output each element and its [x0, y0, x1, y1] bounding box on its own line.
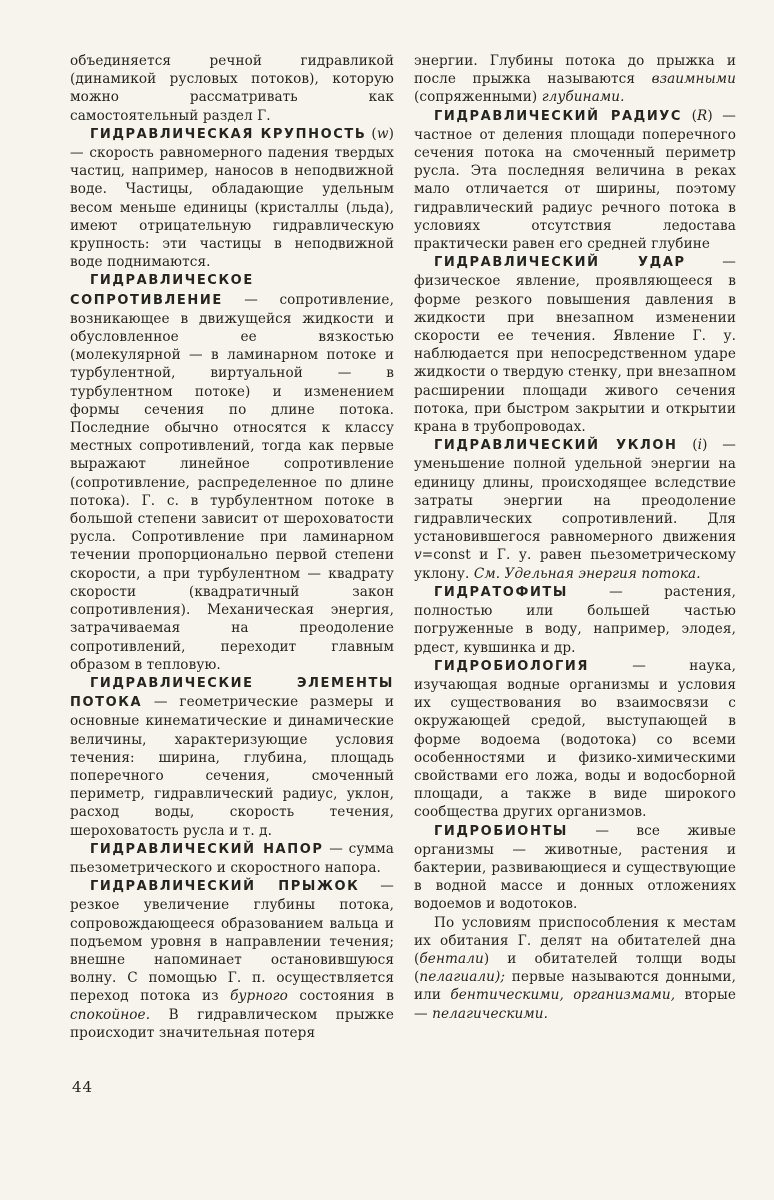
entry-hydraulic-elements: ГИДРАВЛИЧЕСКИЕ ЭЛЕМЕНТЫ ПОТОКА — геометрические размеры и основные кинематические и динамические величины, характеризующие условия течения: ширина, глубина, площадь поперечного сечения, смоченный периметр, гидравлический радиус, уклон, расход воды, скорость течения, шероховатость русла и т. д.	[70, 675, 394, 839]
entry-term: ГИДРАВЛИЧЕСКИЕ ЭЛЕМЕНТЫ ПОТОКА	[70, 675, 394, 711]
left-column	[70, 52, 394, 1042]
entry-term: ГИДРАТОФИТЫ	[434, 584, 568, 600]
entry-hydrobionts: ГИДРОБИОНТЫ — все живые организмы — животные, растения и бактерии, развивающиеся и существующие в водной массе и донных отложениях водоемов и водотоков.	[414, 822, 736, 913]
entry-hydraulic-head: ГИДРАВЛИЧЕСКИЙ НАПОР — сумма пьезометрического и скоростного напора.	[70, 840, 394, 876]
entry-term: ГИДРОБИОНТЫ	[434, 823, 568, 839]
entry-hydraulic-jump: ГИДРАВЛИЧЕСКИЙ ПРЫЖОК — резкое увеличение глубины потока, сопровождающееся образованием вальца и подъемом уровня в направлении течения; внешне напоминает остановившуюся волну. С помощью Г. п. осуществляется переход потока из бурного состояния в спокойное. В гидравлическом прыжке происходит значительная потеря	[70, 878, 394, 1041]
entry-hydrobiology: ГИДРОБИОЛОГИЯ — наука, изучающая водные организмы и условия их существования во взаимосвязи с окружающей средой, выступающей в форме водоема (водотока) со всеми особенностями и физико-химическими свойствами его ложа, воды и водосборной площади, а также в виде широкого сообщества других организмов.	[414, 657, 736, 821]
page-number: 44	[72, 1078, 94, 1096]
paragraph-habitat: По условиям приспособления к местам их обитания Г. делят на обитателей дна (бентали) и обитателей толщи воды (пелагиали); первые называются донными, или бентическими, организмами, вторые — пелагическими.	[414, 914, 737, 1022]
entry-term: ГИДРАВЛИЧЕСКОЕ СОПРОТИВЛЕНИЕ	[70, 273, 254, 308]
paragraph-continuation: энергии. Глубины потока до прыжка и после прыжка называются взаимными (сопряженными) глубинами.	[414, 53, 736, 106]
paragraph-continuation: объединяется речной гидравликой (динамикой русловых потоков), которую можно рассматривать как самостоятельный раздел Г.	[70, 53, 394, 124]
entry-term: ГИДРАВЛИЧЕСКИЙ УДАР	[434, 255, 686, 271]
entry-hydraulic-radius: ГИДРАВЛИЧЕСКИЙ РАДИУС (R) — частное от деления площади поперечного сечения потока на смоченный периметр русла. Эта последняя величина в реках мало отличается от ширины, поэтому гидравлический радиус речного потока в условиях отсутствия ледостава практически равен его средней глубине	[414, 107, 736, 253]
entry-term: ГИДРАВЛИЧЕСКИЙ НАПОР	[90, 841, 324, 857]
right-column	[414, 52, 736, 1023]
entry-hydratophytes: ГИДРАТОФИТЫ — растения, полностью или большей частью погруженные в воду, например, элодея, рдест, кувшинка и др.	[414, 583, 736, 656]
entry-hydraulic-size: ГИДРАВЛИЧЕСКАЯ КРУПНОСТЬ (w) — скорость равномерного падения твердых частиц, например, наносов в неподвижной воде. Частицы, обладающие удельным весом меньше единицы (кристаллы (льда), имеют отрицательную гидравлическую крупность: эти частицы в неподвижной воде поднимаются.	[70, 125, 394, 271]
entry-term: ГИДРАВЛИЧЕСКАЯ КРУПНОСТЬ	[90, 126, 367, 142]
entry-term: ГИДРАВЛИЧЕСКИЙ УКЛОН	[434, 438, 678, 454]
entry-term: ГИДРАВЛИЧЕСКИЙ РАДИУС	[434, 108, 683, 124]
entry-hydraulic-slope: ГИДРАВЛИЧЕСКИЙ УКЛОН (i) — уменьшение полной удельной энергии на единицу длины, происходящее вследствие затраты энергии на преодоление гидравлических сопротивлений. Для установившегося равномерного движения v=const и Г. у. равен пьезометрическому уклону. См. Удельная энергия потока.	[414, 437, 736, 582]
entry-hydraulic-shock: ГИДРАВЛИЧЕСКИЙ УДАР — физическое явление, проявляющееся в форме резкого повышения давления в жидкости при внезапном изменении скорости ее течения. Явление Г. у. наблюдается при непосредственном ударе жидкости о твердую стенку, при внезапном расширении площади живого сечения потока, при быстром закрытии и открытии крана в трубопроводах.	[414, 254, 736, 436]
entry-term: ГИДРАВЛИЧЕСКИЙ ПРЫЖОК	[90, 879, 360, 895]
entry-hydraulic-resistance: ГИДРАВЛИЧЕСКОЕ СОПРОТИВЛЕНИЕ — сопротивление, возникающее в движущейся жидкости и обусловленное ее вязкостью (молекулярной — в ламинарном потоке и турбулентной, виртуальной — в турбулентном потоке) и изменением формы сечения по длине потока. Последние обычно относятся к классу местных сопротивлений, тогда как первые выражают линейное сопротивление (сопротивление, распределенное по длине потока). Г. с. в турбулентном потоке в большой степени зависит от шероховатости русла. Сопротивление при ламинарном течении пропорционально первой степени скорости, а при турбулентном — квадрату скорости (квадратичный закон сопротивления). Механическая энергия, затрачиваемая на преодоление сопротивлений, переходит главным образом в тепловую.	[70, 273, 394, 673]
entry-term: ГИДРОБИОЛОГИЯ	[434, 658, 589, 674]
